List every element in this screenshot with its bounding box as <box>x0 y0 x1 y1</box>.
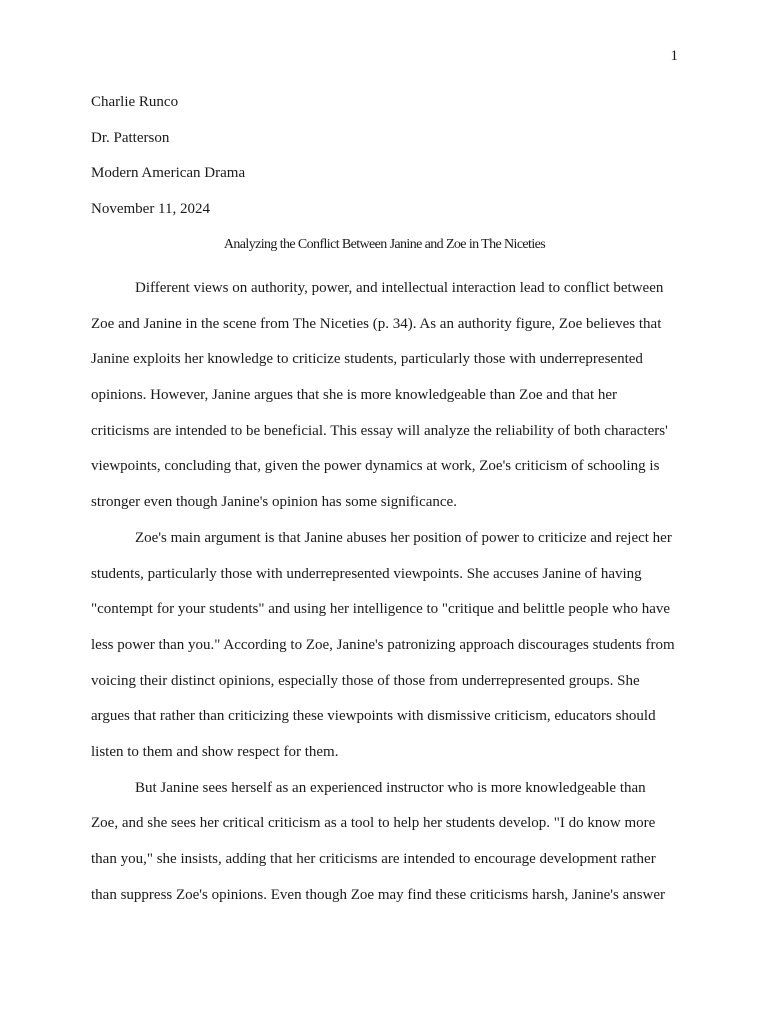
paragraph-line: voicing their distinct opinions, especially those of those from underrepresented groups. She <box>91 672 640 689</box>
paragraph-line: stronger even though Janine's opinion has some significance. <box>91 494 457 511</box>
paragraph-1 <box>91 271 681 521</box>
paragraph-line: students, particularly those with underrepresented viewpoints. She accuses Janine of having <box>91 565 642 582</box>
paragraph-line: Zoe and Janine in the scene from The Niceties (p. 34). As an authority figure, Zoe believes that <box>91 315 662 332</box>
paragraph-line: less power than you." According to Zoe, Janine's patronizing approach discourages students from <box>91 636 675 653</box>
page-number: 1 <box>670 48 678 64</box>
paragraph-line: Zoe's main argument is that Janine abuses her position of power to criticize and reject her <box>135 529 672 546</box>
essay-body <box>91 271 681 913</box>
paragraph-line: criticisms are intended to be beneficial. This essay will analyze the reliability of both characters' <box>91 422 668 439</box>
paragraph-line: than you," she insists, adding that her criticisms are intended to encourage development rather <box>91 851 656 867</box>
essay-date: November 11, 2024 <box>91 201 211 218</box>
course-name: Modern American Drama <box>91 165 246 182</box>
paragraph-line: "contempt for your students" and using her intelligence to "critique and belittle people who have <box>91 601 671 618</box>
paragraph-2 <box>91 521 681 771</box>
paragraph-line: Zoe, and she sees her critical criticism as a tool to help her students develop. "I do know more <box>91 815 656 832</box>
paragraph-line: listen to them and show respect for them. <box>91 743 339 760</box>
instructor-name: Dr. Patterson <box>91 129 170 146</box>
paragraph-line: Different views on authority, power, and intellectual interaction lead to conflict between <box>135 280 664 296</box>
paragraph-line: than suppress Zoe's opinions. Even though Zoe may find these criticisms harsh, Janine's answer <box>91 886 666 903</box>
paragraph-line: viewpoints, concluding that, given the power dynamics at work, Zoe's criticism of schooling is <box>91 458 660 475</box>
paragraph-3 <box>91 771 681 914</box>
paragraph-line: Janine exploits her knowledge to criticize students, particularly those with underrepresented <box>91 351 643 368</box>
paragraph-line: argues that rather than criticizing these viewpoints with dismissive criticism, educators should <box>91 708 656 725</box>
essay-header <box>91 93 681 236</box>
paragraph-line: But Janine sees herself as an experienced instructor who is more knowledgeable than <box>135 779 646 796</box>
paragraph-line: opinions. However, Janine argues that she is more knowledgeable than Zoe and that her <box>91 387 618 404</box>
author-name: Charlie Runco <box>91 94 179 110</box>
essay-title: Analyzing the Conflict Between Janine and Zoe in The Niceties <box>223 237 546 252</box>
